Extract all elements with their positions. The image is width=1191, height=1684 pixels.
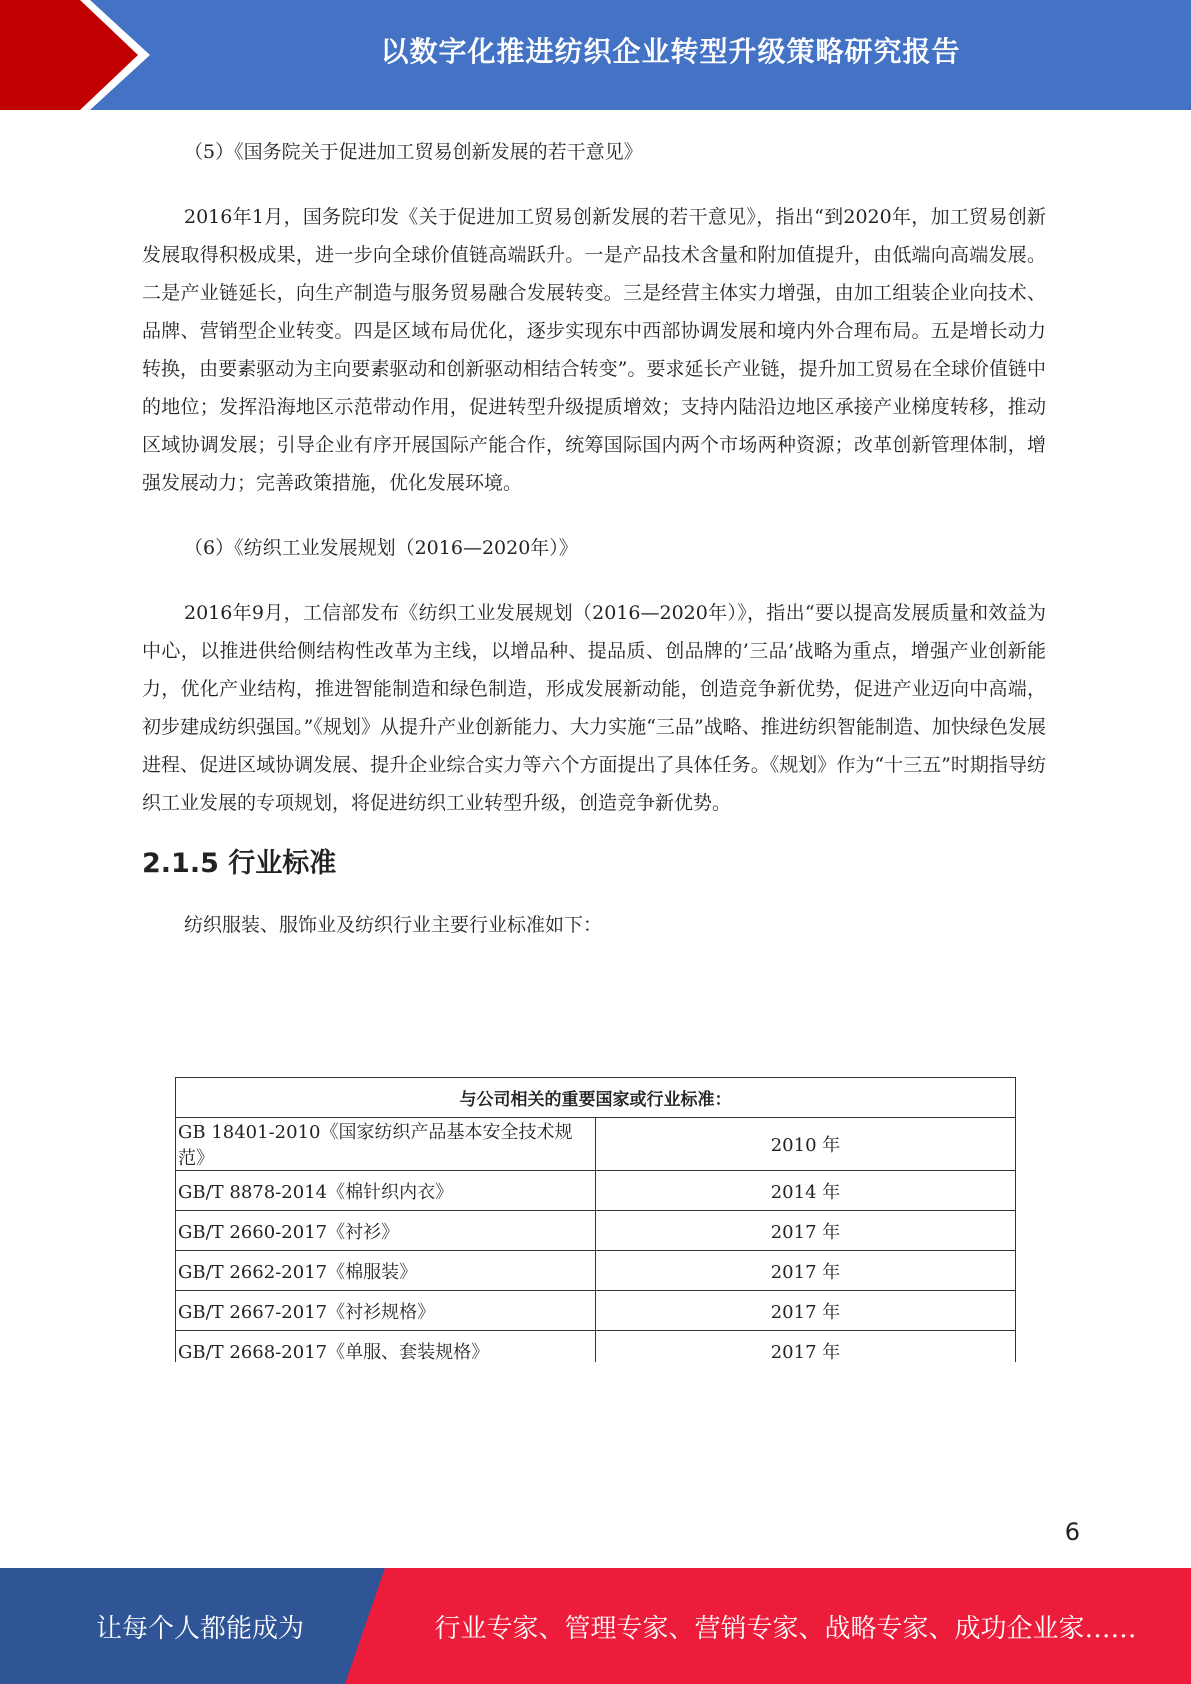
table-row xyxy=(176,1118,1016,1171)
footer-slogan-right: 行业专家、管理专家、营销专家、战略专家、成功企业家…… xyxy=(434,1613,1137,1644)
standard-year: 2017 年 xyxy=(596,1331,1016,1363)
table-row xyxy=(176,1291,1016,1331)
footer-slogan-left: 让每个人都能成为 xyxy=(95,1613,304,1644)
table-row xyxy=(176,1171,1016,1211)
table-header-row xyxy=(176,1078,1016,1118)
table-row xyxy=(176,1331,1016,1363)
standards-table xyxy=(175,1077,1016,1362)
item-6-paragraph: 2016年9月，工信部发布《纺织工业发展规划（2016—2020年）》，指出“要以提高发展质量和效益为中心，以推进供给侧结构性改革为主线，以增品种、提品质、创品牌的’三品’战略为重点，增强产业创新能力，优化产业结构，推进智能制造和绿色制造，形成发展新动能，创造竞争新优势，促进产业迈向中高端，初步建成纺织强国。”《规划》从提升产业创新能力、大力实施“三品”战略、推进纺织智能制造、加快绿色发展进程、促进区域协调发展、提升企业综合实力等六个方面提出了具体任务。《规划》作为“十三五”时期指导纺织工业发展的专项规划，将促进纺织工业转型升级，创造竞争新优势。 xyxy=(142,602,1046,814)
standard-name: GB/T 8878-2014《棉针织内衣》 xyxy=(176,1171,596,1211)
standard-year: 2017 年 xyxy=(596,1291,1016,1331)
standard-year: 2010 年 xyxy=(596,1118,1016,1171)
standard-name: GB/T 2668-2017《单服、套装规格》 xyxy=(176,1331,596,1363)
standard-name: GB/T 2662-2017《棉服装》 xyxy=(176,1251,596,1291)
item-5-heading: （5）《国务院关于促进加工贸易创新发展的若干意见》 xyxy=(184,141,643,163)
standard-year: 2014 年 xyxy=(596,1171,1016,1211)
standard-name: GB/T 2660-2017《衬衫》 xyxy=(176,1211,596,1251)
document-body xyxy=(142,130,1046,944)
table-row xyxy=(176,1211,1016,1251)
header-title: 以数字化推进纺织企业转型升级策略研究报告 xyxy=(380,35,961,68)
standards-table-container xyxy=(175,1077,1016,1362)
standard-name: GB/T 2667-2017《衬衫规格》 xyxy=(176,1291,596,1331)
standard-year: 2017 年 xyxy=(596,1251,1016,1291)
item-5-paragraph: 2016年1月，国务院印发《关于促进加工贸易创新发展的若干意见》，指出“到2020年，加工贸易创新发展取得积极成果，进一步向全球价值链高端跃升。一是产品技术含量和附加值提升，由低端向高端发展。二是产业链延长，向生产制造与服务贸易融合发展转变。三是经营主体实力增强，由加工组装企业向技术、品牌、营销型企业转变。四是区域布局优化，逐步实现东中西部协调发展和境内外合理布局。五是增长动力转换，由要素驱动为主向要素驱动和创新驱动相结合转变”。要求延长产业链，提升加工贸易在全球价值链中的地位；发挥沿海地区示范带动作用，促进转型升级提质增效；支持内陆沿边地区承接产业梯度转移，推动区域协调发展；引导企业有序开展国际产能合作，统筹国际国内两个市场两种资源；改革创新管理体制，增强发展动力；完善政策措施，优化发展环境。 xyxy=(142,206,1046,494)
table-header: 与公司相关的重要国家或行业标准： xyxy=(176,1078,1016,1118)
standard-name: GB 18401-2010《国家纺织产品基本安全技术规范》 xyxy=(176,1118,596,1171)
page-footer xyxy=(0,1568,1191,1684)
header-chevron-decoration xyxy=(0,0,160,110)
standard-year: 2017 年 xyxy=(596,1211,1016,1251)
page-header xyxy=(0,0,1191,110)
page-number: 6 xyxy=(1064,1518,1080,1546)
section-intro: 纺织服装、服饰业及纺织行业主要行业标准如下： xyxy=(184,914,603,936)
table-row xyxy=(176,1251,1016,1291)
section-heading: 2.1.5 行业标准 xyxy=(142,848,337,879)
item-6-heading: （6）《纺织工业发展规划（2016—2020年）》 xyxy=(184,537,578,559)
